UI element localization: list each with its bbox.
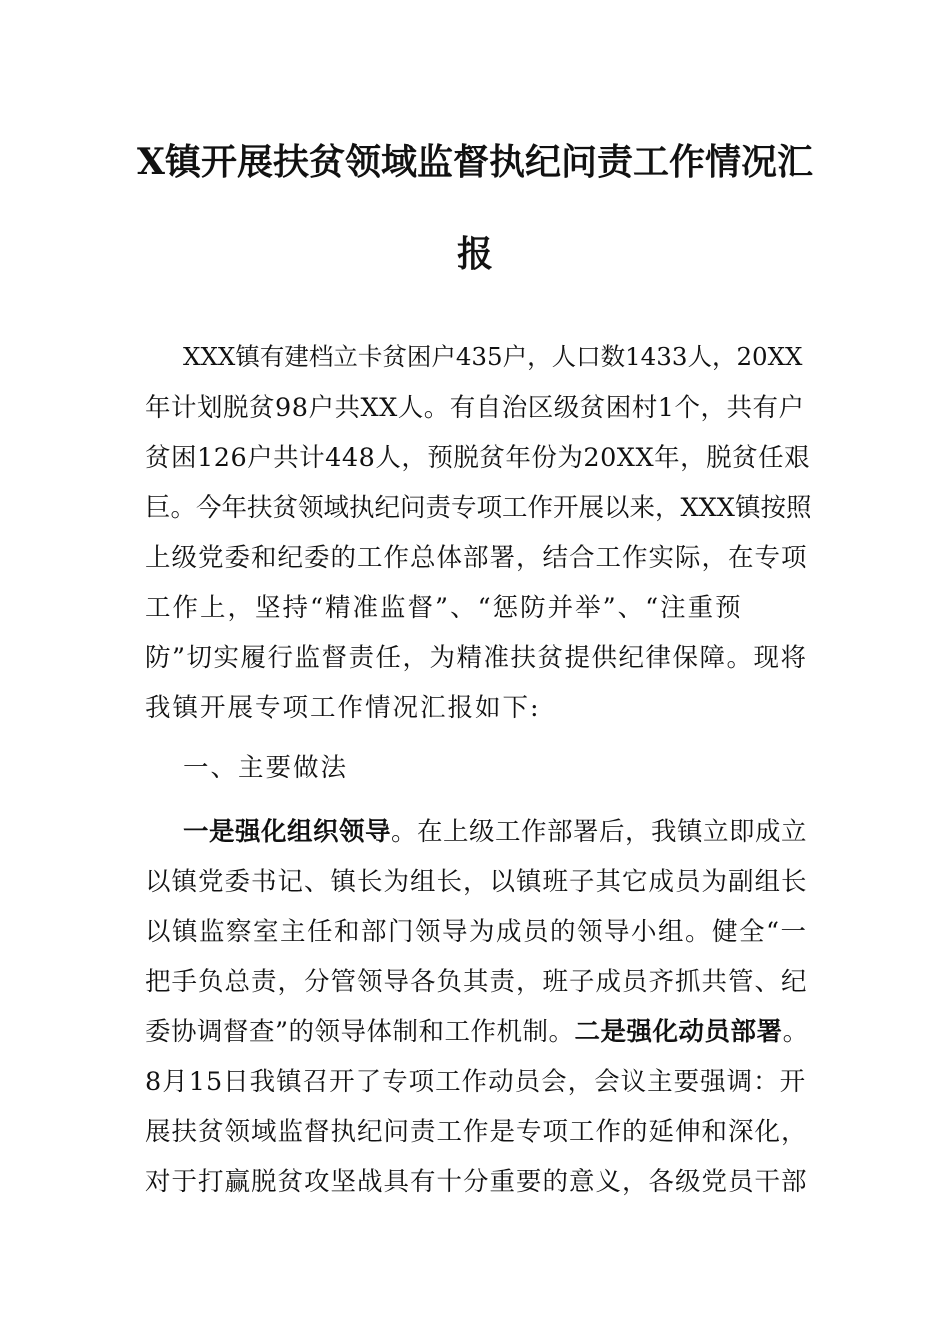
paragraph-text: 。在上级工作部署后，我镇立即成立 xyxy=(391,817,808,847)
paragraph-line: XXX镇有建档立卡贫困户435户，人口数1433人，20XX xyxy=(183,342,803,371)
paragraph-line: 8月15日我镇召开了专项工作动员会，会议主要强调：开 xyxy=(145,1067,807,1097)
paragraph-line: 以镇党委书记、镇长为组长，以镇班子其它成员为副组长 xyxy=(145,867,808,897)
section-heading: 一、主要做法 xyxy=(183,753,349,783)
document-title-line-1: X镇开展扶贫领域监督执纪问责工作情况汇 xyxy=(137,141,813,183)
paragraph-line xyxy=(183,812,807,848)
bold-lead-phrase: 一是强化组织领导 xyxy=(183,817,392,847)
paragraph-line: 防”切实履行监督责任，为精准扶贫提供纪律保障。现将 xyxy=(145,643,808,673)
document-title-line-2: 报 xyxy=(456,233,493,275)
paragraph-text: 。 xyxy=(782,1017,809,1047)
paragraph-line: 工作上，坚持“精准监督”、“惩防并举”、“注重预 xyxy=(145,593,743,623)
paragraph-line: 贫困126户共计448人，预脱贫年份为20XX年，脱贫任艰 xyxy=(145,443,811,473)
paragraph-line: 展扶贫领域监督执纪问责工作是专项工作的延伸和深化， xyxy=(145,1117,808,1147)
paragraph-line: 对于打赢脱贫攻坚战具有十分重要的意义，各级党员干部 xyxy=(145,1167,808,1197)
bold-lead-phrase: 二是强化动员部署 xyxy=(574,1017,783,1047)
paragraph-line: 把手负总责，分管领导各负其责，班子成员齐抓共管、纪 xyxy=(145,967,808,997)
paragraph-text: 委协调督查”的领导体制和工作机制。 xyxy=(145,1017,575,1047)
paragraph-line: 年计划脱贫98户共XX人。有自治区级贫困村1个，共有户 xyxy=(145,393,805,423)
paragraph-line: 上级党委和纪委的工作总体部署，结合工作实际，在专项 xyxy=(145,543,808,573)
paragraph-line: 以镇监察室主任和部门领导为成员的领导小组。健全“一 xyxy=(145,917,808,947)
paragraph-line xyxy=(145,1012,809,1048)
paragraph-line: 巨。今年扶贫领域执纪问责专项工作开展以来，XXX镇按照 xyxy=(145,493,812,523)
paragraph-line: 我镇开展专项工作情况汇报如下: xyxy=(145,693,541,723)
